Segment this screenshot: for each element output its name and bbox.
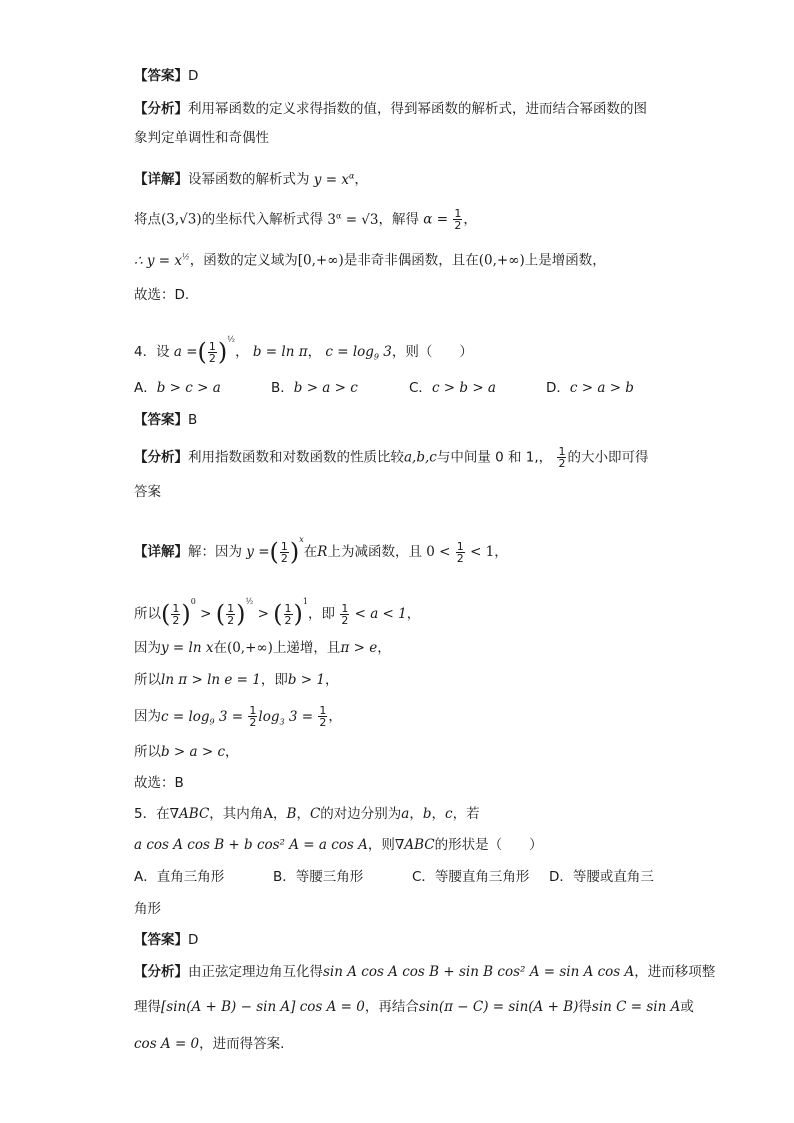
q3-answer-line (134, 66, 198, 86)
question-text: 的对边分别为 (320, 806, 402, 822)
q4-analysis-line-2 (134, 482, 161, 502)
detail-text: ，解得 (378, 211, 419, 228)
fraction: $\frac{1}{2}$ (208, 339, 216, 365)
option-label: A． (134, 380, 157, 396)
formula: $\log_3 3$ = (258, 708, 314, 727)
analysis-tag: 【分析】 (134, 449, 188, 466)
q3-choose (134, 285, 189, 305)
q5-answer-line (134, 930, 198, 950)
formula: B (286, 806, 297, 822)
paren: ( (269, 538, 279, 566)
question-text: ，其内角 (209, 806, 264, 822)
q4-options (134, 378, 634, 398)
detail-text: 在 (213, 640, 227, 656)
choose-text: 故选：B (134, 775, 184, 791)
detail-text: 上是增函数， (524, 252, 606, 269)
option-a[interactable]: A．b > c > a (134, 380, 221, 396)
q4-detail-line-6: 所以b > a > c， (134, 744, 239, 760)
answer-value: D (188, 68, 199, 84)
symbol: > (257, 606, 269, 622)
q4-detail-line-4: 所以ln π > ln e = 1，即b > 1， (134, 672, 339, 688)
answer-tag: 【答案】 (134, 412, 188, 428)
answer-tag: 【答案】 (134, 932, 188, 948)
formula: a cos A cos B + b cos² A = a cos A (134, 837, 368, 853)
question-text: ，则 (367, 837, 395, 853)
option-d-cont: 角形 (134, 901, 161, 917)
fraction: $\frac{1}{2}$ (172, 601, 180, 627)
q3-detail-line-3 (134, 247, 606, 271)
question-text: 5．在 (134, 806, 170, 822)
option-c[interactable]: C．等腰直角三角形 (412, 869, 530, 885)
detail-text: 的坐标代入解析式得 (201, 211, 324, 228)
option-a[interactable]: A．直角三角形 (134, 869, 225, 885)
formula: ∇ABC (169, 806, 210, 822)
option-b[interactable]: B．等腰三角形 (273, 869, 364, 885)
q5-analysis-line-1 (134, 962, 715, 982)
paren: ) (181, 600, 191, 628)
analysis-text: 答案 (134, 484, 161, 500)
formula: [0,+∞) (297, 252, 344, 269)
option-d[interactable]: D．等腰或直角三 (549, 869, 654, 885)
detail-text: ，即 (308, 606, 336, 622)
detail-text: 解：因为 (188, 544, 242, 560)
formula: $c = \log_9 3$ = (161, 708, 244, 727)
paren: ) (289, 538, 300, 566)
analysis-tag: 【分析】 (134, 101, 188, 117)
paren: ) (293, 600, 303, 628)
answer-tag: 【答案】 (134, 68, 188, 84)
detail-tag: 【详解】 (134, 544, 188, 560)
formula: b > a > c (161, 744, 226, 760)
q4-answer-line (134, 410, 197, 430)
symbol: > (200, 606, 212, 622)
detail-text: ，即 (260, 672, 288, 688)
q3-detail-line-2: 将点(3,√3)的坐标代入解析式得 $3^\alpha = √3$，解得 α = $\frac{1}{2}$ ， (134, 207, 477, 232)
analysis-text: ，进而移项整 (634, 964, 716, 980)
fraction: $\frac{1}{2}$ (227, 601, 235, 627)
formula: α = (423, 211, 449, 228)
option-label: C． (409, 380, 432, 396)
detail-text: 所以 (134, 672, 161, 688)
detail-text: 因为 (134, 640, 161, 656)
analysis-text: 理得 (134, 999, 161, 1015)
fraction: $\frac{1}{2}$ (319, 704, 327, 729)
detail-text: 是非奇非偶函数，且在 (343, 252, 479, 269)
formula: b (422, 806, 432, 822)
q3-detail-line-1: 【详解】设幂函数的解析式为 $y = x^\alpha$， (134, 171, 368, 188)
formula: a (401, 806, 410, 822)
analysis-text: 象判定单调性和奇偶性 (134, 130, 269, 146)
q4-analysis-line-1 (134, 446, 648, 469)
detail-text: 设幂函数的解析式为 (188, 171, 310, 188)
formula: $3^\alpha = √3$ (327, 211, 379, 228)
fraction: $\frac{1}{2}$ (558, 445, 566, 470)
q4-detail-line-5: 因为$c = \log_9 3$ = $\frac{1}{2}$ $\log_3 3$ = $\frac{1}{2}$ ， (134, 704, 342, 729)
fraction: $\frac{1}{2}$ (341, 601, 349, 627)
q4-detail-line-1: 【详解】解：因为 y =( $\frac{1}{2}$ )$^x$在R上为减函数，且 0 < $\frac{1}{2}$ < 1， (134, 535, 508, 566)
formula: 0 < (426, 544, 451, 560)
fraction: $\frac{1}{2}$ (284, 601, 292, 627)
detail-text: 上递增，且 (272, 640, 341, 656)
option-d[interactable]: D．c > a > b (546, 380, 634, 396)
answer-value: D (188, 932, 199, 948)
paren: ) (217, 338, 228, 366)
formula: sin(π − C) = sin(A + B) (418, 999, 579, 1015)
detail-text: ，函数的定义域为 (189, 252, 298, 269)
detail-tag: 【详解】 (134, 171, 188, 188)
formula: sin A cos A cos B + sin B cos² A = sin A cos A (323, 964, 635, 980)
detail-text: 因为 (134, 708, 161, 725)
fraction: $\frac{1}{2}$ (249, 704, 257, 729)
question-text: 的形状是（ ） (434, 837, 543, 853)
analysis-text: 由正弦定理边角互化得 (188, 964, 323, 980)
fraction: $\frac{1}{2}$ (456, 539, 464, 565)
q5-analysis-line-2 (134, 997, 694, 1017)
q5-stem-line-1: 5．在∇ABC，其内角A，B，C的对边分别为a，b，c，若 (134, 806, 480, 822)
answer-value: B (188, 412, 198, 428)
formula: < a < 1 (354, 606, 407, 622)
fraction: $\frac{1}{2}$ (280, 539, 288, 565)
paren: ( (215, 600, 226, 628)
analysis-text: 的大小即可得 (567, 449, 649, 466)
fraction: $\frac{1}{2}$ (454, 207, 462, 232)
option-c[interactable]: C．c > b > a (409, 380, 496, 396)
formula: A (263, 806, 274, 822)
formula: y = ln x (161, 640, 214, 656)
q5-analysis-line-3 (134, 1034, 284, 1054)
formula: a = (173, 344, 198, 360)
formula: < 1 (470, 544, 495, 560)
q5-options (134, 867, 654, 887)
formula: b = ln π (252, 344, 308, 360)
choose-text: 故选：D. (134, 287, 190, 303)
analysis-text: 利用幂函数的定义求得指数的值，得到幂函数的解析式，进而结合幂函数的图 (188, 101, 647, 117)
analysis-text: 利用指数函数和对数函数的性质比较 (188, 449, 404, 466)
detail-text: 所以 (134, 606, 161, 622)
formula: a,b,c (404, 449, 437, 466)
analysis-text: 或 (680, 999, 694, 1015)
detail-text: 在 (303, 544, 318, 560)
q3-analysis-line-2 (134, 128, 269, 148)
formula: y = (246, 544, 270, 560)
question-text: ，若 (452, 806, 480, 822)
analysis-text: 与中间量 0 和 1,， (436, 449, 553, 466)
paren: ( (197, 338, 207, 366)
option-b[interactable]: B．b > a > c (271, 380, 358, 396)
formula: R (317, 544, 328, 560)
formula: ∴ $y = x^{\frac{1}{2}}$ (134, 252, 190, 269)
formula: [sin(A + B) − sin A] cos A = 0 (161, 999, 365, 1015)
q3-analysis-line-1 (134, 99, 647, 119)
formula: (3,√3) (161, 211, 202, 228)
q4-stem: 4．设 a =( $\frac{1}{2}$ )$^{\frac{1}{2}}$， b = ln π， $c = \log_9 3$，则（ ） (134, 335, 473, 366)
detail-text: 将点 (134, 211, 161, 228)
formula: b > 1 (287, 672, 325, 688)
analysis-text: 得 (578, 999, 592, 1015)
formula: $c = \log_9 3$ (325, 344, 392, 362)
analysis-text: ，再结合 (364, 999, 419, 1015)
question-text: ，则（ ） (391, 344, 473, 360)
q5-options-cont (134, 899, 161, 919)
formula: (0,+∞) (478, 252, 525, 269)
paren: ( (273, 600, 283, 628)
analysis-tag: 【分析】 (134, 964, 188, 980)
question-text: 4．设 (134, 344, 170, 360)
q4-detail-line-3: 因为y = ln x在(0,+∞)上递增，且π > e， (134, 640, 391, 656)
paren: ( (161, 600, 171, 628)
formula: (0,+∞) (226, 640, 273, 656)
q5-stem-line-2 (134, 835, 543, 855)
analysis-text: ，进而得答案. (199, 1036, 285, 1052)
formula: sin C = sin A (591, 999, 681, 1015)
detail-text: 上为减函数，且 (327, 544, 422, 560)
q4-detail-line-2: 所以( $\frac{1}{2}$ )$^0$ > ( $\frac{1}{2}$ )$^{\frac{1}{2}}$ > ( $\frac{1}{2}$ )$^1$，即 $\frac{1}{2}$ < a < 1， (134, 597, 421, 628)
formula: $y = x^\alpha$ (313, 171, 355, 188)
formula: C (309, 806, 321, 822)
option-label: B． (271, 380, 294, 396)
formula: π > e (340, 640, 378, 656)
option-label: D． (546, 380, 570, 396)
detail-text: 所以 (134, 744, 161, 760)
formula: ∇ABC (394, 837, 435, 853)
formula: cos A = 0 (134, 1036, 200, 1052)
q4-choose (134, 773, 184, 793)
paren: ) (236, 600, 246, 628)
formula: c (445, 806, 453, 822)
formula: ln π > ln e = 1 (161, 672, 261, 688)
